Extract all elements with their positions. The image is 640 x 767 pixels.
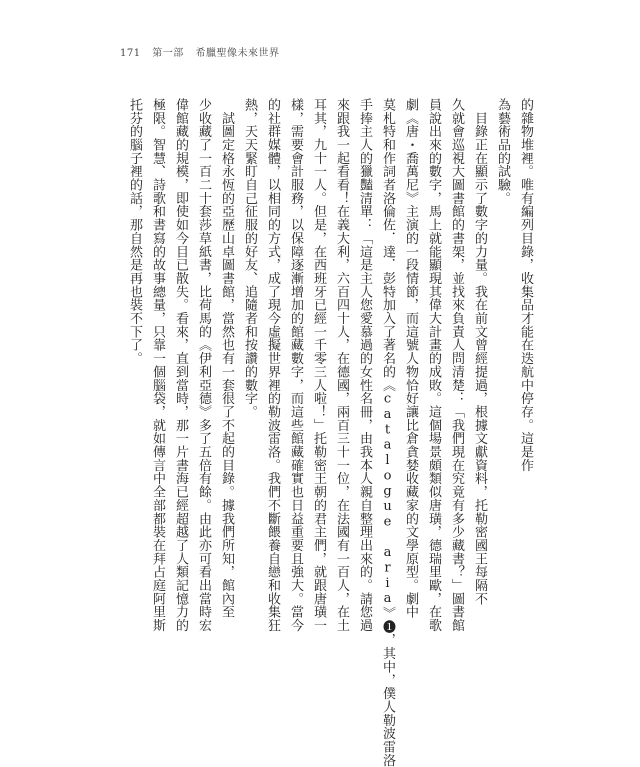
text-column: 托芬的腦子裡的話，那自然是再也裝不下了。: [127, 98, 142, 365]
text-column: 目錄正在顯示了數字的力量。我在前文曾經提過，根據文獻資料，托勒密國王每隔不: [472, 98, 487, 606]
text-column: 少收藏了一百二十套莎草紙書，比荷馬的《伊利亞德》多了五倍有餘。由此亦可看出當時宏: [196, 98, 211, 632]
text-column: 為藝術品的試驗。: [495, 98, 510, 205]
chapter-title: 希臘聖像未來世界: [195, 48, 280, 59]
text-column: 久就會巡視大圖書館的書架，並找來負責人問清楚：「我們現在究竟有多少藏書？」圖書館: [449, 98, 464, 632]
text-column: 偉館藏的規模，即使如今目已散失。看來，直到當時，那一片書海已經超越了人類記憶力的: [173, 98, 188, 632]
text-column: 熱，天天緊盯自己征服的好友、追隨者和按讚的數字。: [242, 98, 257, 419]
text-column: 員說出來的數字，馬上就能顯現其偉大計畫的成敗。這個場景頗類似唐璜，德瑞里歐，在歌: [426, 98, 441, 632]
text-column: 樣，需要會計服務，以保障逐漸增加的館藏數字，而這些館藏確實也日益重要且強大。當今: [288, 98, 303, 632]
text-column: 手捧主人的獵豔清單：「這是主人您愛慕過的女性名冊，由我本人親自整理出來的。請您過: [357, 98, 372, 632]
text-column: 劇《唐・喬萬尼》主演的一段情節，而這號人物恰好讓比倉貪婪收藏家的文學原型。劇中: [403, 98, 418, 619]
running-header: [120, 44, 287, 59]
page-number: 171: [120, 48, 141, 59]
text-column: 的雜物堆裡。唯有編列目錄，收集品才能在迭航中停存。這是作: [518, 98, 533, 472]
text-column: 的社群媒體，以相同的方式，成了現今虛擬世界裡的勒波雷洛。我們不斷餵養自戀和收集狂: [265, 98, 280, 632]
text-column: 莫札特和作詞者洛倫佐．達．彭特加入了著名的《catalogue aria》❶，其中，僕人勒波雷洛: [380, 98, 395, 767]
text-column: 來跟我一起看看！在義大利，六百四十人，在德國，兩百三十一位，在法國有一百人，在土: [334, 98, 349, 632]
text-column: 試圖定格永恆的亞歷山卓圖書館，當然也有一套很了不起的目錄。據我們所知，館內至: [219, 98, 234, 619]
part-label: 第一部: [152, 48, 184, 59]
text-column: 極限。智慧、詩歌和書寫的故事總量，只靠一個腦袋，就如傳言中全部都裝在拜占庭阿里斯: [150, 98, 165, 632]
text-column: 耳其，九十一人。但是，在西班牙已經一千零三人啦！」托勒密王朝的君主們，就跟唐璜一: [311, 98, 326, 632]
vertical-text-body: [112, 98, 533, 767]
